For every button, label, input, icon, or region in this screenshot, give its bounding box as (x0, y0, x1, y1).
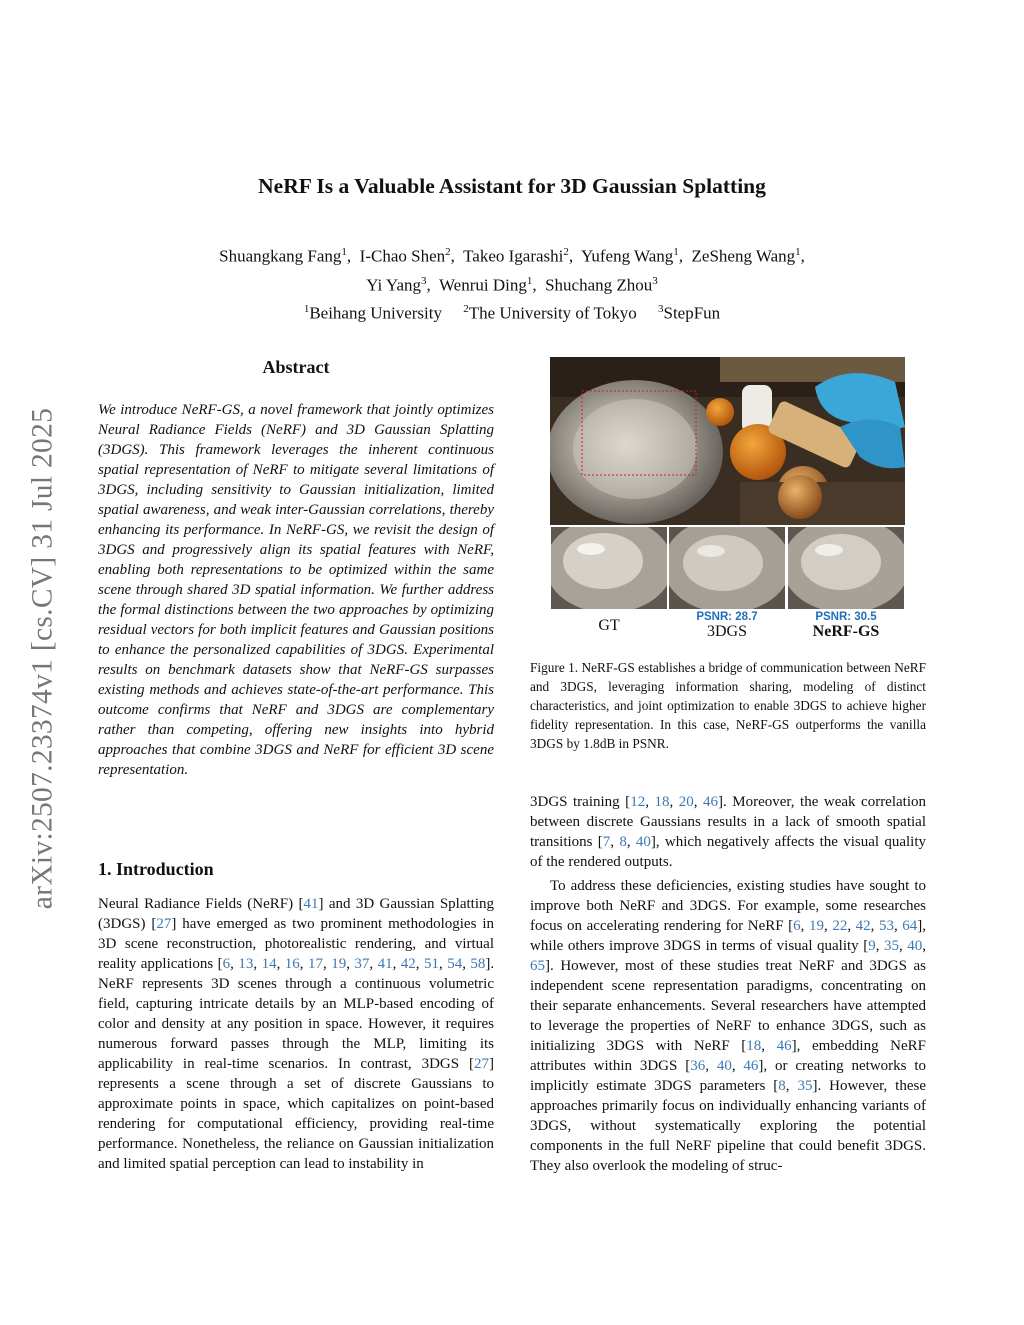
citation-link[interactable]: 19 (808, 918, 824, 934)
author-sup: 2 (445, 246, 451, 258)
citation-link[interactable]: 6 (222, 956, 231, 972)
citation-link[interactable]: 27 (156, 916, 172, 932)
author-line-1: Shuangkang Fang$^1$, I-Chao Shen$^2$, Takeo Igarashi$^2$, Yufeng Wang$^1$, ZeSheng Wang$^1$, (219, 246, 805, 266)
affil-sup: 2 (463, 303, 469, 316)
citation-link[interactable]: 42 (400, 956, 416, 972)
author-sup: 1 (341, 246, 347, 258)
right-paragraph-2: To address these deficiencies, existing studies have sought to improve both NeRF and 3DGS. For example, some researches focus on accelerating rendering for NeRF [6, 19, 22, 42, 53, 64], while others improve 3DGS in terms of visual quality [9, 35, 40, 65]. However, most of these studies treat NeRF and 3DGS as independent scene representation paradigms, concentrating on their separate enhancements. Several researchers have attempted to leverage the properties of NeRF to enhance 3DGS, such as initializing 3DGS with NeRF [18, 46], embedding NeRF attributes within 3DGS [36, 40, 46], or creating networks to implicitly estimate 3DGS parameters [8, 35]. However, these approaches primarily focus on individually enhancing variants of 3DGS, without systematically exploring the potential components in the full NeRF pipeline that could benefit 3DGS. They also overlook the modeling of struc- (530, 878, 927, 1174)
citation-link[interactable]: 13 (238, 956, 254, 972)
citation-link[interactable]: 16 (284, 956, 300, 972)
affiliation: StepFun (663, 303, 721, 323)
citation-link[interactable]: 54 (447, 956, 463, 972)
affiliation: The University of Tokyo (468, 303, 637, 323)
intro-paragraph: Neural Radiance Fields (NeRF) [41] and 3D Gaussian Splatting (3DGS) [27] have emerged as two prominent methodologies in 3D scene reconstruction, photorealistic rendering, and virtual reality applications [6, 13, 14, 16, 17, 19, 37, 41, 42, 51, 54, 58]. NeRF represents 3D scenes through a continuous volumetric field, capturing intricate details by an MLP-based encoding of color and density at any position in space. However, it requires numerous forward passes through the MLP, limiting its applicability in real-time scenarios. In contrast, 3DGS [27] represents a scene through a set of discrete Gaussians to approximate points in space, which capitalizes on point-based rendering for computational efficiency, providing real-time performance. Nonetheless, the reliance on Gaussian initialization and limited spatial perception can lead to instability in (98, 896, 495, 1172)
right-paragraph-1: 3DGS training [12, 18, 20, 46]. Moreover, the weak correlation between discrete Gaussians results in a lack of smooth spatial transitions [7, 8, 40], which negatively affects the visual quality of the rendered outputs. (530, 794, 927, 870)
citation-link[interactable]: 46 (776, 1038, 792, 1054)
paper-title: NeRF Is a Valuable Assistant for 3D Gaussian Splatting (258, 174, 766, 198)
author-sup: 1 (673, 246, 679, 258)
citation-link[interactable]: 51 (424, 956, 439, 972)
citation-link[interactable]: 46 (743, 1058, 759, 1074)
citation-link[interactable]: 8 (619, 834, 627, 850)
psnr-nerfgs: PSNR: 30.5 (815, 611, 877, 623)
citation-link[interactable]: 41 (303, 896, 319, 912)
affil-sup: 1 (303, 303, 310, 316)
figure-main-image (550, 357, 905, 525)
citation-link[interactable]: 19 (331, 956, 347, 972)
intro-heading: 1. Introduction (98, 859, 214, 879)
citation-link[interactable]: 40 (907, 938, 923, 954)
author-sup: 3 (652, 274, 658, 287)
citation-link[interactable]: 22 (832, 918, 848, 934)
crop-gt-image (551, 527, 667, 609)
citation-link[interactable]: 58 (470, 956, 486, 972)
author: Shuchang Zhou (545, 275, 653, 295)
citation-link[interactable]: 17 (307, 956, 323, 972)
citation-link[interactable]: 65 (530, 958, 545, 974)
citation-link[interactable]: 40 (635, 834, 651, 850)
affil-sup: 3 (657, 303, 664, 316)
abstract-heading: Abstract (262, 357, 330, 377)
citation-link[interactable]: 9 (868, 938, 876, 954)
citation-link[interactable]: 18 (746, 1038, 762, 1054)
citation-link[interactable]: 6 (793, 918, 801, 934)
label-3dgs: 3DGS (706, 623, 747, 640)
arxiv-stamp: arXiv:2507.23374v1 [cs.CV] 31 Jul 2025 (26, 407, 59, 910)
citation-link[interactable]: 8 (778, 1078, 786, 1094)
citation-link[interactable]: 40 (716, 1058, 732, 1074)
crop-3dgs-image (669, 527, 785, 609)
citation-link[interactable]: 14 (261, 956, 277, 972)
citation-link[interactable]: 35 (797, 1078, 813, 1094)
citation-link[interactable]: 53 (878, 918, 894, 934)
author: Yufeng Wang (581, 246, 674, 266)
citation-link[interactable]: 46 (702, 794, 718, 810)
citation-link[interactable]: 37 (354, 956, 370, 972)
author: ZeSheng Wang (691, 246, 796, 266)
author-sup: 1 (526, 274, 533, 287)
author-sup: 3 (421, 274, 427, 287)
psnr-3dgs: PSNR: 28.7 (696, 611, 758, 623)
author-line-2: Yi Yang$^3$, Wenrui Ding$^1$, Shuchang Zhou$^3$ (366, 274, 658, 295)
author: Yi Yang (366, 275, 422, 295)
label-nerfgs: NeRF-GS (812, 623, 880, 640)
author-sup: 1 (795, 246, 801, 258)
citation-link[interactable]: 36 (690, 1058, 706, 1074)
author: Shuangkang Fang (219, 246, 342, 266)
citation-link[interactable]: 12 (630, 794, 646, 810)
abstract-text: We introduce NeRF-GS, a novel framework that jointly optimizes Neural Radiance Fields (NeRF) and 3D Gaussian Splatting (3DGS). This framework leverages the inherent continuous spatial representation of NeRF to mitigate several limitations of 3DGS, including sensitivity to Gaussian initialization, limited spatial awareness, and weak inter-Gaussian correlations, thereby enhancing its performance. In NeRF-GS, we revisit the design of 3DGS and progressively align its spatial features with NeRF, enabling both representations to be optimized within the same scene through shared 3D spatial information. We further address the formal distinctions between the two approaches by optimizing residual vectors for both implicit features and Gaussian positions to enhance the personalized capabilities of 3DGS. Experimental results on benchmark datasets show that NeRF-GS surpasses existing methods and achieves state-of-the-art performance. This outcome confirms that NeRF and 3DGS are complementary rather than competing, offering new insights into hybrid approaches that combine 3DGS and NeRF for efficient 3D scene representation. (98, 402, 494, 778)
citation-link[interactable]: 35 (883, 938, 899, 954)
label-gt: GT (598, 617, 620, 634)
citation-link[interactable]: 18 (654, 794, 670, 810)
author: Wenrui Ding (438, 275, 527, 295)
author: I-Chao Shen (359, 246, 446, 266)
citation-link[interactable]: 20 (678, 794, 694, 810)
author-sup: 2 (563, 246, 569, 258)
citation-link[interactable]: 42 (855, 918, 871, 934)
citation-link[interactable]: 7 (602, 834, 611, 850)
affiliations (0, 297, 1024, 326)
author: Takeo Igarashi (463, 246, 564, 266)
citation-link[interactable]: 41 (377, 956, 393, 972)
citation-link[interactable]: 27 (474, 1056, 489, 1072)
citation-link[interactable]: 64 (902, 918, 918, 934)
affiliation: Beihang University (309, 303, 442, 323)
author-block (0, 240, 1024, 326)
figure-caption: Figure 1. NeRF-GS establishes a bridge of communication between NeRF and 3DGS, leveraging information sharing, modeling of distinct characteristics, and joint optimization to enable 3DGS to achieve higher fidelity representation. In this case, NeRF-GS outperforms the vanilla 3DGS by 1.8dB in PSNR. (530, 660, 926, 751)
crop-nerfgs-image (788, 527, 904, 609)
